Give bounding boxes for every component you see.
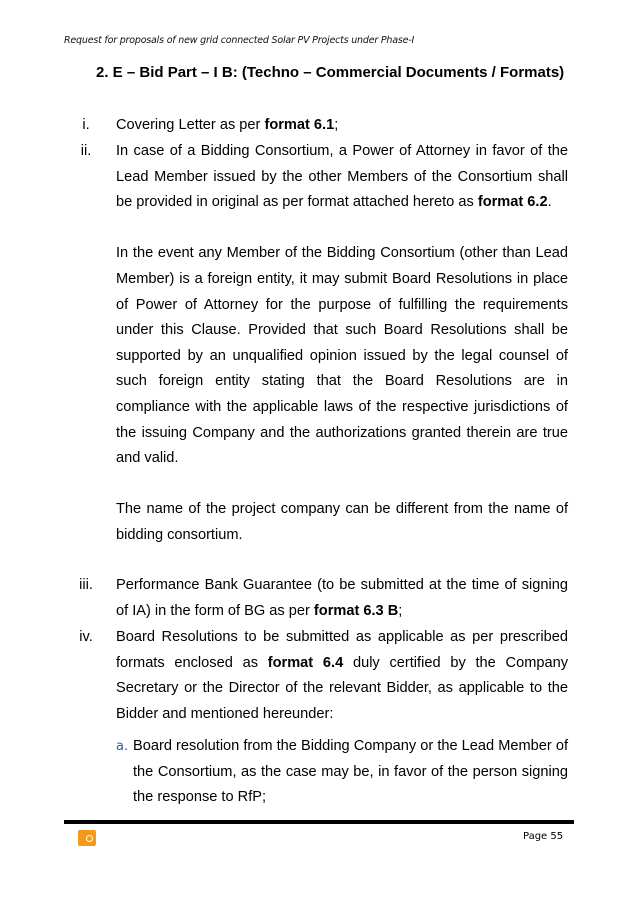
page-number: Page 55 [523, 831, 564, 842]
text-span: In case of a Bidding Consortium, a Power of Attorney in favor of the Lead Member issued by the other Members of the Consortium shall be provided in original as per format attached hereto as [116, 143, 568, 211]
text-span: duly certified by the Company Secretary or the Director of the relevant Bidder, as applicable to the Bidder and mentioned hereunder: [116, 654, 568, 722]
sub-item-a [116, 734, 568, 811]
text-span: ; [398, 602, 403, 619]
item-text [116, 113, 568, 139]
footer-rule [64, 820, 574, 824]
item-text [116, 139, 568, 549]
running-header: Request for proposals of new grid connected Solar PV Projects under Phase-I [64, 35, 415, 46]
item-number: i. [82, 117, 90, 133]
item-number: iv. [79, 629, 93, 645]
paragraph: The name of the project company can be different from the name of bidding consortium. [116, 501, 568, 543]
logo-icon [78, 830, 96, 846]
format-ref: format 6.2 [477, 194, 548, 211]
item-number: iii. [79, 577, 93, 593]
format-ref: format 6.1 [264, 117, 335, 133]
item-text [116, 625, 568, 727]
text-span: Performance Bank Guarantee (to be submitted at the time of signing of IA) in the form of BG as per [116, 577, 568, 619]
sub-item-text: Board resolution from the Bidding Company or the Lead Member of the Consortium, as the case may be, in favor of the person signing the response to RfP; [133, 738, 568, 806]
format-ref: format 6.4 [267, 654, 344, 671]
item-number: ii. [80, 143, 92, 159]
text-span: Board Resolutions to be submitted as applicable as per prescribed formats enclosed as [116, 629, 568, 671]
text-span: . [547, 194, 552, 211]
text-span: Covering Letter as per [116, 117, 265, 133]
paragraph [116, 139, 568, 216]
format-ref: format 6.3 B [313, 602, 399, 619]
paragraph: In the event any Member of the Bidding Consortium (other than Lead Member) is a foreign entity, it may submit Board Resolutions in place of Power of Attorney for the purpose of fulfilling the requirements under this Clause. Provided that such Board Resolutions shall be supported by an unqualified opinion issued by the legal counsel of such foreign entity stating that the Board Resolutions are in compliance with the applicable laws of the respective jurisdictions of the issuing Company and the authorizations granted therein are true and valid. [116, 245, 568, 467]
sub-item-label: a. [116, 739, 129, 754]
item-text [116, 573, 568, 624]
section-heading: 2. E – Bid Part – I B: (Techno – Commercial Documents / Formats) [96, 64, 565, 81]
text-span: ; [334, 117, 339, 133]
